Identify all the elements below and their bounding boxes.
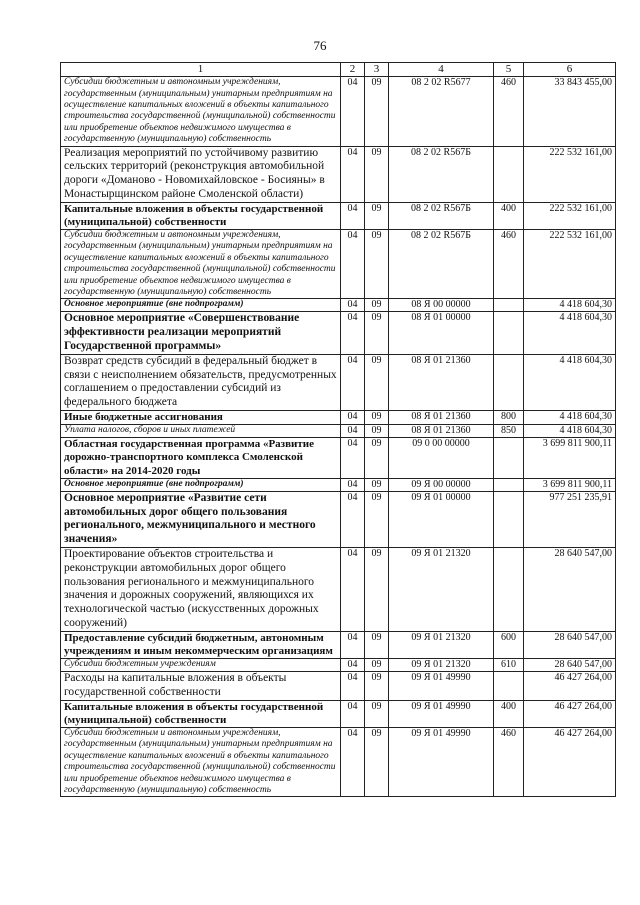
row-name-cell: Расходы на капитальные вложения в объекты государственной собственности (61, 672, 341, 701)
row-amount-cell: 4 418 604,30 (524, 354, 616, 410)
row-amount-cell: 46 427 264,00 (524, 728, 616, 797)
row-expense-type-cell (494, 547, 524, 631)
row-amount-cell: 3 699 811 900,11 (524, 438, 616, 479)
row-subsection-cell: 09 (365, 411, 389, 425)
row-amount-cell: 46 427 264,00 (524, 672, 616, 701)
row-name-cell: Субсидии бюджетным и автономным учреждениям, государственным (муниципальным) унитарным предприятиям на осуществление капитальных вложений в объекты капитального строительства государственной (муниципальной) собственности или приобретение объектов недвижимого имущества в государственную (муниципальную) собственность (61, 230, 341, 299)
row-section-cell: 04 (341, 312, 365, 354)
table-row (61, 230, 616, 299)
row-name-cell: Проектирование объектов строительства и реконструкции автомобильных дорог общего пользования регионального и межмуниципального значения и дорожных сооружений, являющихся их технологической частью (искусственных дорожных сооружений) (61, 547, 341, 631)
row-subsection-cell: 09 (365, 202, 389, 229)
table-row (61, 547, 616, 631)
row-subsection-cell: 09 (365, 438, 389, 479)
header-amount: 6 (524, 63, 616, 77)
row-name-cell: Субсидии бюджетным учреждениям (61, 659, 341, 672)
row-expense-type-cell: 460 (494, 230, 524, 299)
row-target-article-cell: 08 Я 01 21360 (389, 354, 494, 410)
row-target-article-cell: 08 2 02 R5677 (389, 77, 494, 146)
row-amount-cell: 28 640 547,00 (524, 659, 616, 672)
row-section-cell: 04 (341, 659, 365, 672)
row-target-article-cell: 09 Я 00 00000 (389, 478, 494, 491)
row-target-article-cell: 08 2 02 R567Б (389, 230, 494, 299)
row-name-cell: Основное мероприятие (вне подпрограмм) (61, 478, 341, 491)
row-target-article-cell: 08 Я 00 00000 (389, 299, 494, 312)
row-subsection-cell: 09 (365, 478, 389, 491)
row-target-article-cell: 08 Я 01 21360 (389, 425, 494, 438)
table-row (61, 425, 616, 438)
row-expense-type-cell: 400 (494, 700, 524, 727)
table-row (61, 672, 616, 701)
row-section-cell: 04 (341, 230, 365, 299)
row-subsection-cell: 09 (365, 146, 389, 202)
row-subsection-cell: 09 (365, 547, 389, 631)
table-row (61, 354, 616, 410)
row-section-cell: 04 (341, 728, 365, 797)
row-subsection-cell: 09 (365, 631, 389, 658)
table-row (61, 438, 616, 479)
row-subsection-cell: 09 (365, 312, 389, 354)
row-target-article-cell: 08 Я 01 21360 (389, 411, 494, 425)
row-target-article-cell: 08 2 02 R567Б (389, 146, 494, 202)
row-expense-type-cell (494, 478, 524, 491)
row-section-cell: 04 (341, 146, 365, 202)
row-target-article-cell: 09 Я 01 49990 (389, 728, 494, 797)
header-section: 2 (341, 63, 365, 77)
row-target-article-cell: 09 Я 01 49990 (389, 700, 494, 727)
row-section-cell: 04 (341, 478, 365, 491)
row-expense-type-cell: 800 (494, 411, 524, 425)
row-expense-type-cell: 850 (494, 425, 524, 438)
row-section-cell: 04 (341, 354, 365, 410)
row-subsection-cell: 09 (365, 491, 389, 547)
row-section-cell: 04 (341, 425, 365, 438)
header-subsection: 3 (365, 63, 389, 77)
row-amount-cell: 977 251 235,91 (524, 491, 616, 547)
row-section-cell: 04 (341, 202, 365, 229)
row-amount-cell: 222 532 161,00 (524, 202, 616, 229)
row-name-cell: Возврат средств субсидий в федеральный бюджет в связи с неисполнением обязательств, предусмотренных соглашением о предоставлении субсидий из федерального бюджета (61, 354, 341, 410)
row-expense-type-cell: 460 (494, 77, 524, 146)
row-subsection-cell: 09 (365, 728, 389, 797)
budget-table (60, 62, 616, 797)
table-row (61, 411, 616, 425)
row-target-article-cell: 08 2 02 R567Б (389, 202, 494, 229)
row-section-cell: 04 (341, 700, 365, 727)
row-amount-cell: 33 843 455,00 (524, 77, 616, 146)
row-subsection-cell: 09 (365, 299, 389, 312)
table-row (61, 728, 616, 797)
table-row (61, 478, 616, 491)
row-section-cell: 04 (341, 411, 365, 425)
row-expense-type-cell (494, 672, 524, 701)
row-section-cell: 04 (341, 547, 365, 631)
row-target-article-cell: 09 Я 01 49990 (389, 672, 494, 701)
row-name-cell: Уплата налогов, сборов и иных платежей (61, 425, 341, 438)
table-row (61, 146, 616, 202)
row-name-cell: Субсидии бюджетным и автономным учреждениям, государственным (муниципальным) унитарным предприятиям на осуществление капитальных вложений в объекты капитального строительства государственной (муниципальной) собственности или приобретение объектов недвижимого имущества в государственную (муниципальную) собственность (61, 77, 341, 146)
row-expense-type-cell (494, 312, 524, 354)
row-expense-type-cell: 460 (494, 728, 524, 797)
row-expense-type-cell (494, 491, 524, 547)
row-target-article-cell: 09 Я 01 21320 (389, 631, 494, 658)
row-expense-type-cell (494, 299, 524, 312)
row-subsection-cell: 09 (365, 659, 389, 672)
row-name-cell: Предоставление субсидий бюджетным, автономным учреждениям и иным некоммерческим организациям (61, 631, 341, 658)
row-amount-cell: 222 532 161,00 (524, 230, 616, 299)
row-name-cell: Капитальные вложения в объекты государственной (муниципальной) собственности (61, 700, 341, 727)
row-amount-cell: 28 640 547,00 (524, 631, 616, 658)
table-row (61, 202, 616, 229)
table-header-row (61, 63, 616, 77)
row-amount-cell: 46 427 264,00 (524, 700, 616, 727)
row-amount-cell: 4 418 604,30 (524, 425, 616, 438)
table-row (61, 700, 616, 727)
row-expense-type-cell (494, 146, 524, 202)
row-target-article-cell: 09 0 00 00000 (389, 438, 494, 479)
row-name-cell: Основное мероприятие «Развитие сети автомобильных дорог общего пользования регионального, межмуниципального и местного значения» (61, 491, 341, 547)
row-name-cell: Иные бюджетные ассигнования (61, 411, 341, 425)
row-name-cell: Реализация мероприятий по устойчивому развитию сельских территорий (реконструкция автомобильной дороги «Доманово - Новомихайловское - Босияны» в Монастырщинском районе Смоленской области) (61, 146, 341, 202)
row-expense-type-cell: 600 (494, 631, 524, 658)
header-name: 1 (61, 63, 341, 77)
row-amount-cell: 4 418 604,30 (524, 299, 616, 312)
row-name-cell: Субсидии бюджетным и автономным учреждениям, государственным (муниципальным) унитарным предприятиям на осуществление капитальных вложений в объекты капитального строительства государственной (муниципальной) собственности или приобретение объектов недвижимого имущества в государственную (муниципальную) собственность (61, 728, 341, 797)
row-subsection-cell: 09 (365, 354, 389, 410)
row-target-article-cell: 09 Я 01 21320 (389, 547, 494, 631)
row-section-cell: 04 (341, 672, 365, 701)
row-amount-cell: 3 699 811 900,11 (524, 478, 616, 491)
row-target-article-cell: 09 Я 01 00000 (389, 491, 494, 547)
row-amount-cell: 28 640 547,00 (524, 547, 616, 631)
row-name-cell: Капитальные вложения в объекты государственной (муниципальной) собственности (61, 202, 341, 229)
row-amount-cell: 4 418 604,30 (524, 312, 616, 354)
row-subsection-cell: 09 (365, 230, 389, 299)
row-expense-type-cell: 610 (494, 659, 524, 672)
row-expense-type-cell (494, 354, 524, 410)
table-row (61, 77, 616, 146)
row-subsection-cell: 09 (365, 672, 389, 701)
header-target-article: 4 (389, 63, 494, 77)
table-row (61, 491, 616, 547)
row-expense-type-cell: 400 (494, 202, 524, 229)
row-section-cell: 04 (341, 299, 365, 312)
table-row (61, 631, 616, 658)
row-target-article-cell: 09 Я 01 21320 (389, 659, 494, 672)
header-expense-type: 5 (494, 63, 524, 77)
row-section-cell: 04 (341, 77, 365, 146)
table-row (61, 659, 616, 672)
table-row (61, 299, 616, 312)
row-amount-cell: 222 532 161,00 (524, 146, 616, 202)
row-target-article-cell: 08 Я 01 00000 (389, 312, 494, 354)
row-name-cell: Основное мероприятие (вне подпрограмм) (61, 299, 341, 312)
table-body (61, 77, 616, 797)
row-subsection-cell: 09 (365, 700, 389, 727)
row-section-cell: 04 (341, 491, 365, 547)
row-expense-type-cell (494, 438, 524, 479)
table-row (61, 312, 616, 354)
page-number: 76 (313, 38, 327, 53)
row-name-cell: Областная государственная программа «Развитие дорожно-транспортного комплекса Смоленской области» на 2014-2020 годы (61, 438, 341, 479)
row-subsection-cell: 09 (365, 77, 389, 146)
row-section-cell: 04 (341, 438, 365, 479)
row-subsection-cell: 09 (365, 425, 389, 438)
row-amount-cell: 4 418 604,30 (524, 411, 616, 425)
row-name-cell: Основное мероприятие «Совершенствование эффективности реализации мероприятий Государственной программы» (61, 312, 341, 354)
row-section-cell: 04 (341, 631, 365, 658)
